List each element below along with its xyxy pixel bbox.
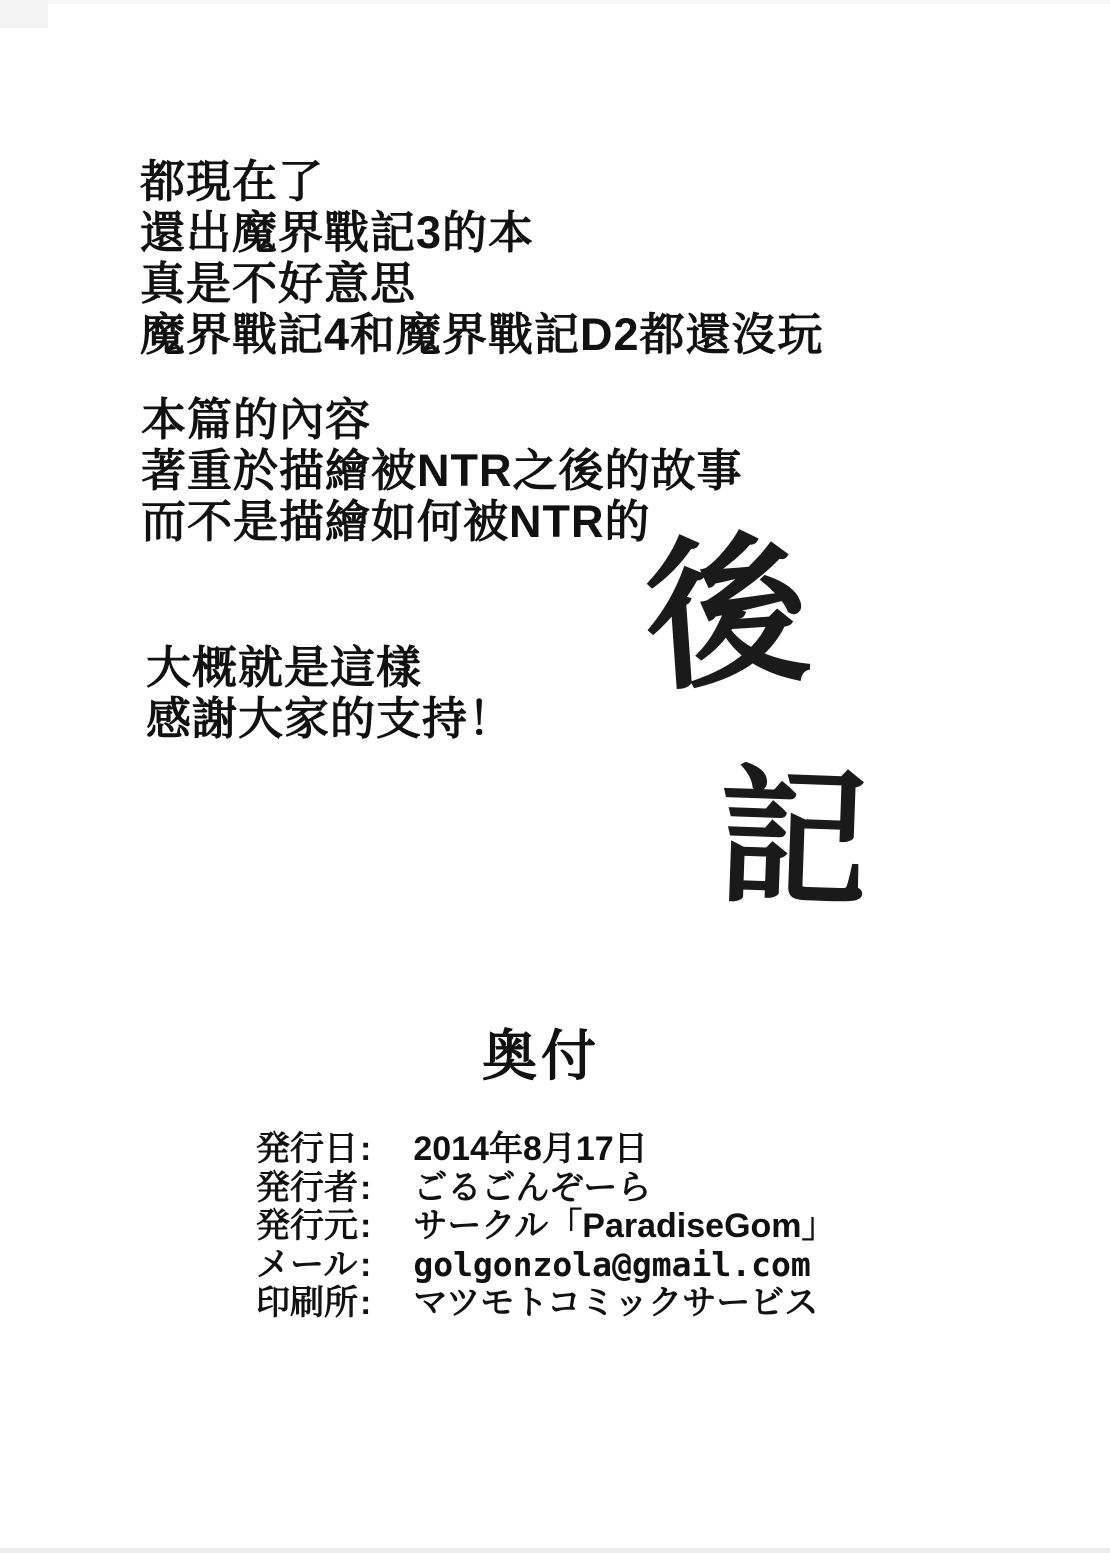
- afterword-paragraph-3: [146, 642, 514, 744]
- colophon-separator: :: [360, 1168, 372, 1207]
- colophon-value: サークル「ParadiseGom」: [413, 1207, 836, 1245]
- colophon-label: 印刷所: [256, 1284, 358, 1322]
- scan-edge-corner: [0, 0, 48, 28]
- colophon-email-value: golgonzola@gmail.com: [413, 1244, 811, 1284]
- handwritten-title-char-2: 記: [715, 752, 871, 926]
- colophon-row-email: [256, 1246, 836, 1285]
- colophon-value: ごるごんぞーら: [413, 1168, 652, 1207]
- handwritten-title-char-1: 後: [639, 518, 815, 711]
- colophon-row-publisher: [256, 1169, 836, 1208]
- colophon-value: 2014年8月17日: [413, 1130, 648, 1168]
- afterword-paragraph-1: [140, 156, 824, 360]
- colophon-separator: :: [360, 1207, 372, 1245]
- afterword-line: 本篇的內容: [141, 394, 372, 445]
- colophon-block: [256, 1130, 836, 1323]
- colophon-row-circle: [256, 1207, 836, 1246]
- colophon-separator: :: [360, 1245, 372, 1284]
- afterword-line: 感謝大家的支持！: [146, 693, 515, 744]
- colophon-row-printer: [256, 1284, 836, 1323]
- colophon-separator: :: [360, 1284, 372, 1322]
- afterword-line: 都現在了: [140, 156, 325, 207]
- scan-edge-bottom: [0, 1548, 1110, 1553]
- afterword-line: 還出魔界戰記3的本: [140, 207, 535, 258]
- colophon-heading: [0, 1012, 1110, 1091]
- colophon-separator: :: [360, 1130, 372, 1168]
- colophon-value: マツモトコミックサービス: [413, 1284, 819, 1322]
- colophon-label: 発行日: [256, 1130, 358, 1168]
- colophon-label: 発行元: [256, 1207, 358, 1245]
- colophon-row-publication-date: [256, 1130, 836, 1169]
- afterword-line: 大概就是這樣: [146, 642, 423, 693]
- scan-edge-top: [0, 0, 1110, 4]
- colophon-heading-text: 奥付: [481, 1025, 600, 1087]
- afterword-line: 真是不好意思: [140, 258, 417, 309]
- afterword-line: 魔界戰記4和魔界戰記D2都還沒玩: [140, 309, 824, 360]
- colophon-label: 発行者: [256, 1168, 358, 1207]
- colophon-label: メール: [256, 1245, 358, 1284]
- afterword-line: 而不是描繪如何被NTR的: [141, 496, 651, 547]
- afterword-paragraph-2: [141, 394, 742, 547]
- afterword-line: 著重於描繪被NTR之後的故事: [141, 445, 743, 496]
